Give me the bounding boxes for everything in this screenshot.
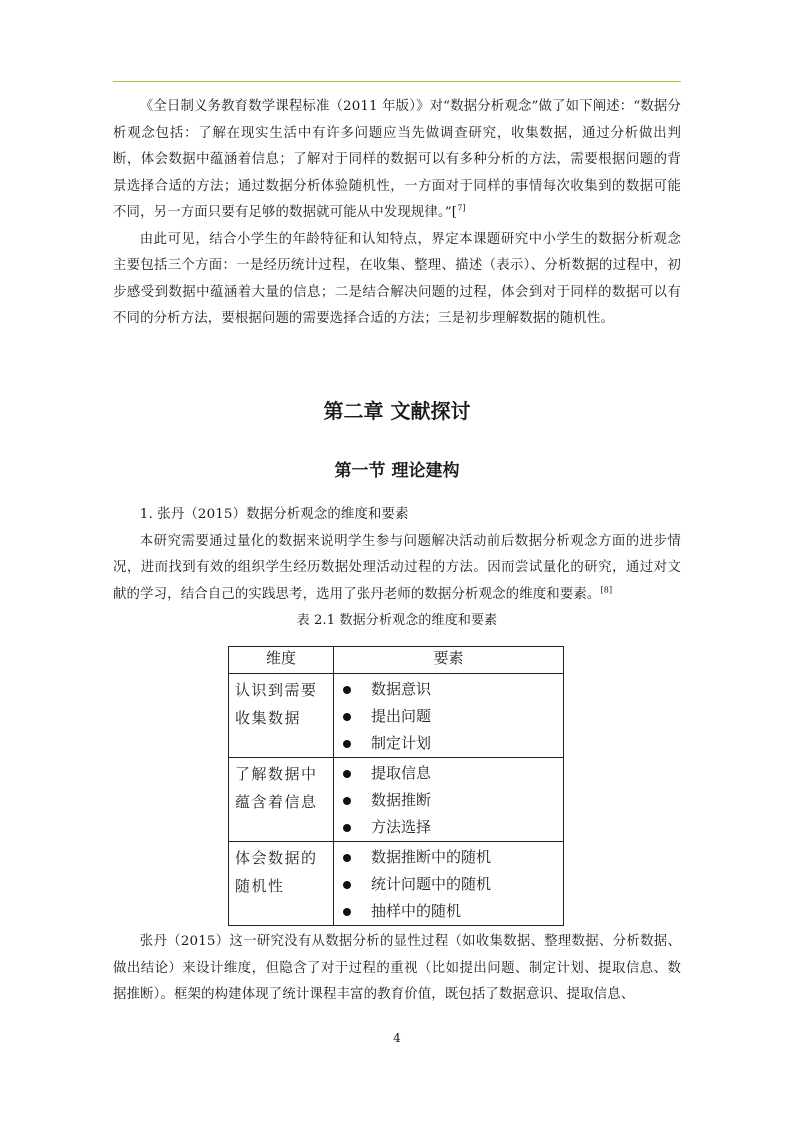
citation-7: 7] bbox=[457, 203, 466, 213]
discussion-body bbox=[113, 929, 681, 1009]
list-item: 提取信息 bbox=[334, 760, 563, 787]
elements-cell bbox=[334, 758, 564, 842]
elements-cell bbox=[334, 674, 564, 758]
table-row bbox=[229, 758, 564, 842]
page-content bbox=[113, 94, 681, 1002]
subheading: 1. 张丹（2015）数据分析观念的维度和要素 bbox=[139, 507, 409, 522]
table-caption: 表 2.1 数据分析观念的维度和要素 bbox=[296, 613, 498, 628]
page-number: 4 bbox=[393, 1031, 401, 1045]
bullet-icon bbox=[343, 770, 351, 778]
bullet-icon bbox=[343, 713, 351, 721]
list-item: 制定计划 bbox=[334, 730, 563, 757]
table-row bbox=[229, 842, 564, 926]
list-item: 数据意识 bbox=[334, 676, 563, 703]
table-header-dimension: 维度 bbox=[229, 647, 334, 674]
bullet-icon bbox=[343, 908, 351, 916]
table-header-row bbox=[229, 647, 564, 674]
dimension-cell: 了解数据中蕴含着信息 bbox=[229, 758, 334, 842]
bullet-icon bbox=[343, 881, 351, 889]
list-item: 数据推断中的随机 bbox=[334, 844, 563, 871]
section-title: 第一节 理论建构 bbox=[334, 461, 460, 481]
list-item: 抽样中的随机 bbox=[334, 898, 563, 925]
bullet-icon bbox=[343, 824, 351, 832]
paragraph-research-method: 本研究需要通过量化的数据来说明学生参与问题解决活动前后数据分析观念方面的进步情况，进而找到有效的组织学生经历数据处理活动过程的方法。因而尝试量化的研究，通过对文献的学习，结合自己的实践思考，选用了张丹老师的数据分析观念的维度和要素。[8] bbox=[113, 533, 681, 602]
paragraph-discussion: 张丹（2015）这一研究没有从数据分析的显性过程（如收集数据、整理数据、分析数据、做出结论）来设计维度，但隐含了对于过程的重视（比如提出问题、制定计划、提取信息、数据推断）。框架的构建体现了统计课程丰富的教育价值，既包括了数据意识、提取信息、 bbox=[113, 934, 681, 1002]
citation-8: [8] bbox=[600, 585, 613, 595]
bullet-icon bbox=[343, 797, 351, 805]
section-body bbox=[113, 502, 681, 634]
bullet-icon bbox=[343, 740, 351, 748]
list-item: 统计问题中的随机 bbox=[334, 871, 563, 898]
header-rule bbox=[113, 81, 681, 82]
table-row bbox=[229, 674, 564, 758]
list-item: 数据推断 bbox=[334, 787, 563, 814]
chapter-title: 第二章 文献探讨 bbox=[323, 399, 471, 423]
bullet-icon bbox=[343, 854, 351, 862]
list-item: 方法选择 bbox=[334, 814, 563, 841]
dimension-cell: 认识到需要收集数据 bbox=[229, 674, 334, 758]
dimension-cell: 体会数据的随机性 bbox=[229, 842, 334, 926]
paragraph-definition: 由此可见，结合小学生的年龄特征和认知特点，界定本课题研究中小学生的数据分析观念主要包括三个方面：一是经历统计过程，在收集、整理、描述（表示）、分析数据的过程中，初步感受到数据中蕴涵着大量的信息；二是结合解决问题的过程，体会到对于同样的数据可以有不同的分析方法，要根据问题的需要选择合适的方法；三是初步理解数据的随机性。 bbox=[113, 231, 681, 326]
table-header-elements: 要素 bbox=[334, 647, 564, 674]
bullet-icon bbox=[343, 686, 351, 694]
elements-cell bbox=[334, 842, 564, 926]
dimension-elements-table bbox=[228, 646, 564, 926]
list-item: 提出问题 bbox=[334, 703, 563, 730]
paragraph-curriculum-standard: 《全日制义务教育数学课程标准（2011 年版）》对“数据分析观念”做了如下阐述：“数据分析观念包括：了解在现实生活中有许多问题应当先做调查研究，收集数据，通过分析做出判断，体会数据中蕴涵着信息；了解对于同样的数据可以有多种分析的方法，需要根据问题的背景选择合适的方法；通过数据分析体验随机性，一方面对于同样的事情每次收集到的数据可能不同，另一方面只要有足够的数据就可能从中发现规律。”[$^{7]}$ bbox=[113, 99, 681, 220]
